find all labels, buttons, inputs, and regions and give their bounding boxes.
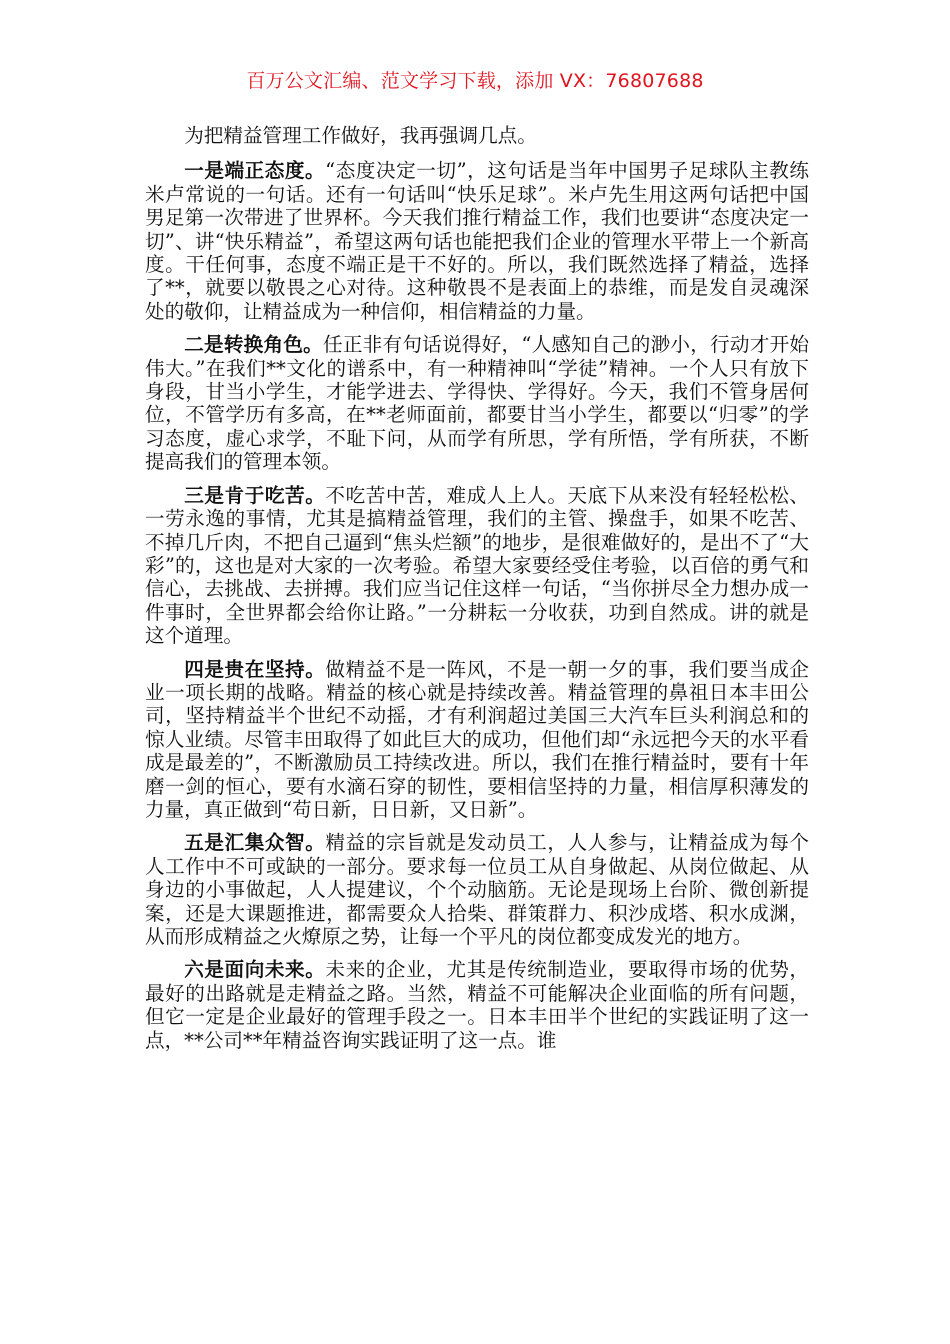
watermark-banner: 百万公文汇编、范文学习下载，添加 VX：76807688 (246, 70, 704, 92)
paragraph-lead: 六是面向未来。 (184, 958, 326, 982)
paragraph-wisdom (145, 831, 809, 948)
paragraph-role (145, 333, 809, 473)
paragraph-lead: 一是端正态度。 (184, 159, 326, 183)
document-body (145, 124, 809, 1062)
paragraph-text: 精益的宗旨就是发动员工，人人参与，让精益成为每个人工作中不可或缺的一部分。要求每一位员工从自身做起、从岗位做起、从身边的小事做起，人人提建议，个个动脑筋。无论是现场上台阶、微创新提案，还是大课题推进，都需要众人拾柴、群策群力、积沙成塔、积水成渊，从而形成精益之火燎原之势，让每一个平凡的岗位都变成发光的地方。 (145, 831, 810, 948)
paragraph-text: 任正非有句话说得好，“人感知自己的渺小，行动才开始伟大。”在我们**文化的谱系中，有一种精神叫“学徒”精神。一个人只有放下身段，甘当小学生，才能学进去、学得快、学得好。今天，我们不管身居何位，不管学历有多高，在**老师面前，都要甘当小学生，都要以“归零”的学习态度，虚心求学，不耻下问，从而学有所思，学有所悟，学有所获，不断提高我们的管理本领。 (145, 333, 809, 474)
paragraph-attitude (145, 159, 809, 323)
paragraph-lead: 五是汇集众智。 (184, 831, 326, 855)
paragraph-lead: 二是转换角色。 (184, 333, 324, 357)
paragraph-hardship (145, 484, 809, 648)
paragraph-lead: 三是肯于吃苦。 (184, 483, 326, 507)
paragraph-lead: 四是贵在坚持。 (184, 657, 326, 681)
paragraph-text: “态度决定一切”，这句话是当年中国男子足球队主教练米卢常说的一句话。还有一句话叫“快乐足球”。米卢先生用这两句话把中国男足第一次带进了世界杯。今天我们推行精益工作，我们也要讲“态度决定一切”、讲“快乐精益”，希望这两句话也能把我们企业的管理水平带上一个新高度。干任何事，态度不端正是干不好的。所以，我们既然选择了精益，选择了**，就要以敬畏之心对待。这种敬畏不是表面上的恭维，而是发自灵魂深处的敬仰，让精益成为一种信仰，相信精益的力量。 (145, 159, 809, 323)
paragraph-text: 未来的企业，尤其是传统制造业，要取得市场的优势，最好的出路就是走精益之路。当然，精益不可能解决企业面临的所有问题，但它一定是企业最好的管理手段之一。日本丰田半个世纪的实践证明了这一点，**公司**年精益咨询实践证明了这一点。谁 (145, 958, 810, 1052)
paragraph-text: 不吃苦中苦，难成人上人。天底下从来没有轻轻松松、一劳永逸的事情，尤其是搞精益管理，我们的主管、操盘手，如果不吃苦、不掉几斤肉，不把自己逼到“焦头烂额”的地步，是很难做好的，是出不了“大彩”的，这也是对大家的一次考验。希望大家要经受住考验，以百倍的勇气和信心，去挑战、去拼搏。我们应当记住这样一句话，“当你拼尽全力想办成一件事时，全世界都会给你让路。”一分耕耘一分收获，功到自然成。讲的就是这个道理。 (145, 483, 810, 648)
intro-paragraph: 为把精益管理工作做好，我再强调几点。 (184, 124, 537, 147)
paragraph-future (145, 958, 809, 1052)
paragraph-text: 做精益不是一阵风，不是一朝一夕的事，我们要当成企业一项长期的战略。精益的核心就是持续改善。精益管理的鼻祖日本丰田公司，坚持精益半个世纪不动摇，才有利润超过美国三大汽车巨头利润总和的惊人业绩。尽管丰田取得了如此巨大的成功，但他们却“永远把今天的水平看成是最差的”，不断激励员工持续改进。所以，我们在推行精益时，要有十年磨一剑的恒心，要有水滴石穿的韧性，要相信坚持的力量，相信厚积薄发的力量，真正做到“苟日新，日日新，又日新”。 (145, 657, 810, 821)
paragraph-persistence (145, 658, 809, 822)
